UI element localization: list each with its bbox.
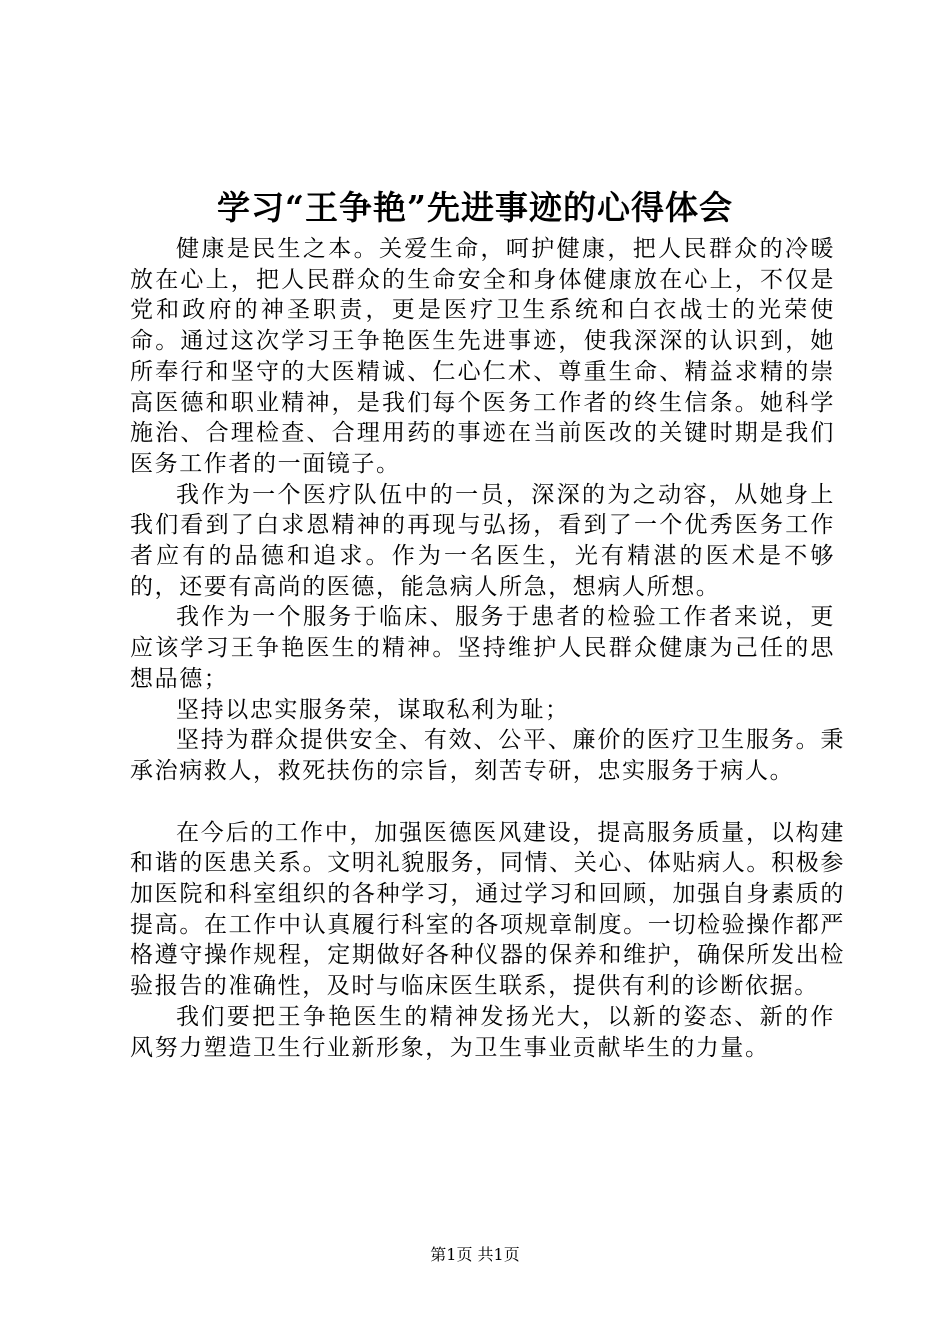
document-title: 学习“王争艳”先进事迹的心得体会 — [217, 188, 733, 227]
paragraph-3: 我作为一个服务于临床、服务于患者的检验工作者来说，更应该学习王争艳医生的精神。坚持维护人民群众健康为己任的思想品德； — [130, 604, 835, 692]
paragraph-5: 坚持为群众提供安全、有效、公平、廉价的医疗卫生服务。秉承治病救人，救死扶伤的宗旨，刻苦专研，忠实服务于病人。 — [130, 727, 845, 784]
paragraph-spacer — [130, 787, 835, 818]
paragraph-2: 我作为一个医疗队伍中的一员，深深的为之动容，从她身上我们看到了白求恩精神的再现与弘扬，看到了一个优秀医务工作者应有的品德和追求。作为一名医生，光有精湛的医术是不够的，还要有高尚的医德，能急病人所急，想病人所想。 — [130, 481, 835, 600]
document-body — [130, 234, 845, 1063]
paragraph-4: 坚持以忠实服务荣，谋取私利为耻； — [176, 696, 570, 723]
page-number-footer: 第1页 共1页 — [430, 1245, 520, 1264]
paragraph-7: 我们要把王争艳医生的精神发扬光大，以新的姿态、新的作风努力塑造卫生行业新形象，为卫生事业贡献毕生的力量。 — [130, 1003, 835, 1061]
paragraph-6: 在今后的工作中，加强医德医风建设，提高服务质量，以构建和谐的医患关系。文明礼貌服务，同情、关心、体贴病人。积极参加医院和科室组织的各种学习，通过学习和回顾，加强自身素质的提高。在工作中认真履行科室的各项规章制度。一切检验操作都严格遵守操作规程，定期做好各种仪器的保养和维护，确保所发出检验报告的准确性，及时与临床医生联系，提供有利的诊断依据。 — [130, 819, 845, 1000]
paragraph-1: 健康是民生之本。关爱生命，呵护健康，把人民群众的冷暖放在心上，把人民群众的生命安全和身体健康放在心上，不仅是党和政府的神圣职责，更是医疗卫生系统和白衣战士的光荣使命。通过这次学习王争艳医生先进事迹，使我深深的认识到，她所奉行和坚守的大医精诚、仁心仁术、尊重生命、精益求精的崇高医德和职业精神，是我们每个医务工作者的终生信条。她科学施治、合理检查、合理用药的事迹在当前医改的关键时期是我们医务工作者的一面镜子。 — [130, 236, 835, 477]
